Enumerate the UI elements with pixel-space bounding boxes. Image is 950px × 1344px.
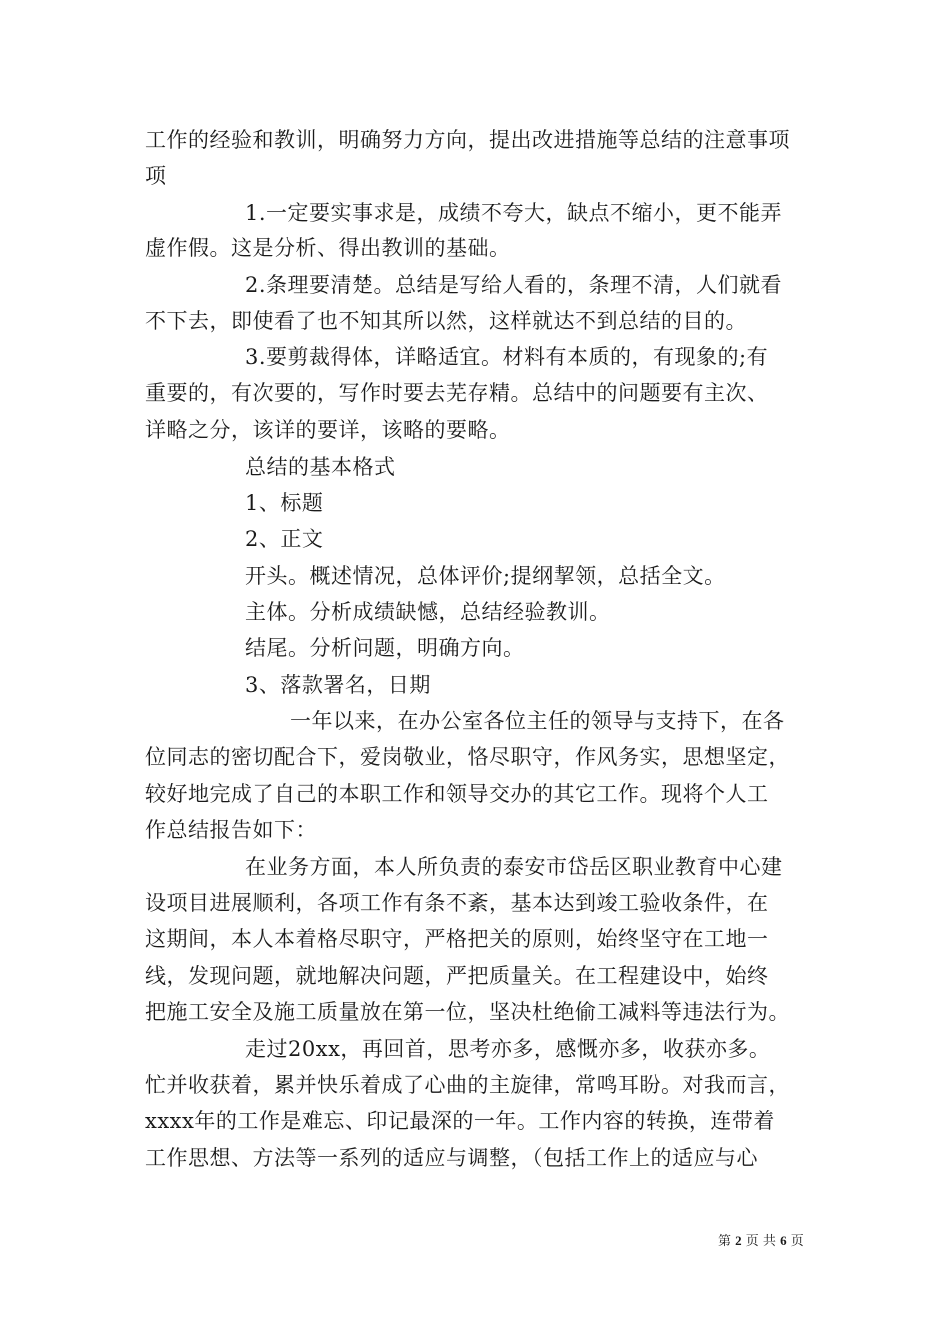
text-line-21: 在业务方面，本人所负责的泰安市岱岳区职业教育中心建 bbox=[245, 855, 783, 879]
text-line-19: 较好地完成了自己的本职工作和领导交办的其它工作。现将个人工 bbox=[145, 782, 769, 806]
text-line-29: 工作思想、方法等一系列的适应与调整，（包括工作上的适应与心 bbox=[145, 1146, 758, 1170]
page-number-footer bbox=[718, 1233, 804, 1250]
text-line-25: 把施工安全及施工质量放在第一位，坚决杜绝偷工减料等违法行为。 bbox=[145, 1000, 790, 1024]
text-line-27: 忙并收获着，累并快乐着成了心曲的主旋律，常鸣耳盼。对我而言， bbox=[145, 1073, 790, 1097]
text-line-3: 1.一定要实事求是，成绩不夸大，缺点不缩小，更不能弄 bbox=[245, 201, 783, 225]
text-line-28: xxxx年的工作是难忘、印记最深的一年。工作内容的转换，连带着 bbox=[145, 1109, 775, 1133]
page-current: 2 bbox=[735, 1233, 742, 1248]
text-line-4: 虚作假。这是分析、得出教训的基础。 bbox=[145, 236, 511, 260]
text-line-9: 详略之分，该详的要详，该略的要略。 bbox=[145, 418, 511, 442]
text-line-24: 线，发现问题，就地解决问题，严把质量关。在工程建设中，始终 bbox=[145, 964, 769, 988]
text-line-17: 一年以来，在办公室各位主任的领导与支持下，在各 bbox=[290, 709, 785, 733]
text-line-18: 位同志的密切配合下，爱岗敬业，恪尽职守，作风务实，思想坚定， bbox=[145, 745, 790, 769]
page-middle: 页 共 bbox=[745, 1234, 776, 1249]
page-total: 6 bbox=[780, 1233, 787, 1248]
text-line-23: 这期间，本人本着格尽职守，严格把关的原则，始终坚守在工地一 bbox=[145, 927, 769, 951]
page-prefix: 第 bbox=[718, 1234, 732, 1249]
page-suffix: 页 bbox=[790, 1234, 804, 1249]
section-heading: 总结的基本格式 bbox=[245, 455, 396, 479]
text-line-8: 重要的，有次要的，写作时要去芜存精。总结中的问题要有主次、 bbox=[145, 381, 769, 405]
text-line-15: 结尾。分析问题，明确方向。 bbox=[245, 636, 525, 660]
text-line-7: 3.要剪裁得体，详略适宜。材料有本质的，有现象的;有 bbox=[245, 345, 769, 369]
text-line-14: 主体。分析成绩缺憾，总结经验教训。 bbox=[245, 600, 611, 624]
text-line-22: 设项目进展顺利，各项工作有条不紊，基本达到竣工验收条件，在 bbox=[145, 891, 769, 915]
text-line-26: 走过20xx，再回首，思考亦多，感慨亦多，收获亦多。 bbox=[245, 1037, 771, 1061]
text-line-13: 开头。概述情况，总体评价;提纲挈领，总括全文。 bbox=[245, 564, 726, 588]
text-line-20: 作总结报告如下： bbox=[145, 818, 317, 842]
text-line-5: 2.条理要清楚。总结是写给人看的，条理不清，人们就看 bbox=[245, 273, 783, 297]
list-item-signature: 3、落款署名，日期 bbox=[245, 673, 431, 697]
list-item-body: 2、正文 bbox=[245, 527, 324, 551]
text-line-1: 工作的经验和教训，明确努力方向，提出改进措施等总结的注意事项 bbox=[145, 128, 790, 152]
list-item-title: 1、标题 bbox=[245, 491, 324, 515]
text-line-6: 不下去，即使看了也不知其所以然，这样就达不到总结的目的。 bbox=[145, 309, 747, 333]
text-line-2: 项 bbox=[145, 164, 167, 188]
